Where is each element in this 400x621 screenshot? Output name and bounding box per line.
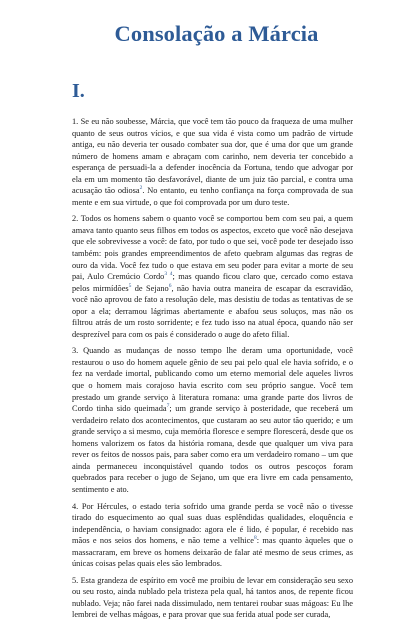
paragraph-1-tail: . No entanto, eu tenho confiança na força comprovada de sua mente e em sua virtude, o que foi comprovada por um duro teste. [72,186,353,207]
paragraph-5 [72,575,353,621]
footnote-ref[interactable]: 6 [168,282,172,289]
paragraph-1 [72,116,353,208]
paragraph-4 [72,501,353,570]
footnote-ref[interactable]: 7 [166,403,170,410]
paragraph-1-text: 1. Se eu não soubesse, Márcia, que você tem tão pouco da fraqueza de uma mulher quanto de seus outros vícios, e que sua vida é vista como um padrão de virtude antiga, eu não deveria ter ousado combater sua dor, que é uma dor que um grande número de homens amam e abraçam com carinho, nem deveria ter concebido a esperança de persuadi-la a defender inocência da Fortuna, tendo que advogar por ela em um momento tão desfavorável, diante de um juiz tão parcial, e contra uma acusação tão odiosa [72,117,353,196]
paragraph-4-tail: : mas quanto àqueles que o massacraram, em breve os homens deixarão de falar até mesmo de seus crimes, as únicas coisas pelas quais eles são lembrados. [72,536,353,569]
footnote-ref[interactable]: 2 [139,185,143,192]
document-body [72,116,353,621]
paragraph-3 [72,345,353,495]
footnote-ref[interactable]: 3 4 [164,271,173,278]
paragraph-2-tail: , não havia outra maneira de escapar da escravidão, você não aprovou de fato a resolução dele, mas desistiu de todas as tentativas de se opor a ela; derramou lágrimas abertamente e abafou seus soluços, mas não os filtrou atrás de um rosto sorridente; e fez tudo isso na atual época, quando não ser desprezível para com os pais é considerado o auge do afeto filial. [72,283,353,339]
paragraph-3-text: 3. Quando as mudanças de nosso tempo lhe deram uma oportunidade, você restaurou o uso do homem aquele gênio de seu pai pelo qual ele havia sofrido, e o fez na verdade imortal, publicando como um eterno memorial dele aqueles livros que o homem mais corajoso havia escrito com seu próprio sangue. Você tem prestado um grande serviço à literatura romana: uma grande parte dos livros de Cordo tinha sido queimada [72,346,353,414]
paragraph-2-mid2: de Sejano [131,283,169,293]
chapter-heading: I. [72,80,85,102]
paragraph-2-text: 2. Todos os homens sabem o quanto você se comportou bem com seu pai, a quem amava tanto quanto seus filhos em todos os aspectos, exceto que você não desejava que ele sobrevivesse a você: de fato, por tudo o que sei, você pode ter desejado isso também: pois grandes empreendimentos de afeto quebram algumas das regras de ouro da vida. Você fez tudo o que estava em seu poder para evitar a morte de seu pai, Aulo Cremúcio Cordo [72,214,353,282]
paragraph-2 [72,213,353,340]
paragraph-4-text: 4. Por Hércules, o estado teria sofrido uma grande perda se você não o tivesse tirado do esquecimento ao qual suas duas esplêndidas qualidades, eloquência e independência, o haviam consignado: agora ele é lido, é popular, é recebido nas mãos e nos seios dos homens, e não teme a velhice [72,501,353,546]
footnote-ref[interactable]: 5 [128,282,132,289]
paragraph-2-mid: ; mas quando ficou claro que, cercado como estava pelos mirmídões [72,272,354,293]
paragraph-5-text: 5. Esta grandeza de espírito em você me proibiu de levar em consideração seu sexo ou seu rosto, ainda nublado pela tristeza pela qual, há tantos anos, de repente ficou nublado. Veja; não farei nada dissimulado, nem tentarei roubar suas mágoas: Eu lhe lembrei de velhas mágoas, e para provar que sua ferida atual pode ser curada, [72,575,353,620]
footnote-ref[interactable]: 8 [254,535,257,542]
paragraph-3-tail: ; um grande serviço à posteridade, que receberá um verdadeiro relato dos acontecimentos, que custaram ao seu autor tão querido; e um grande serviço a si mesmo, cuja memória floresce e sempre florescerá, desde que os homens valorizem os fatos da história romana, desde que qualquer um viva para rever os feitos de nossos pais, para saber como era um verdadeiro romano – um que ainda permaneceu inconquistável quando todos os outros pescoços foram quebrados para receber o jugo de Sejano, um que era livre em cada pensamento, sentimento e ato. [72,404,353,494]
document-title: Consolação a Márcia [114,21,319,46]
